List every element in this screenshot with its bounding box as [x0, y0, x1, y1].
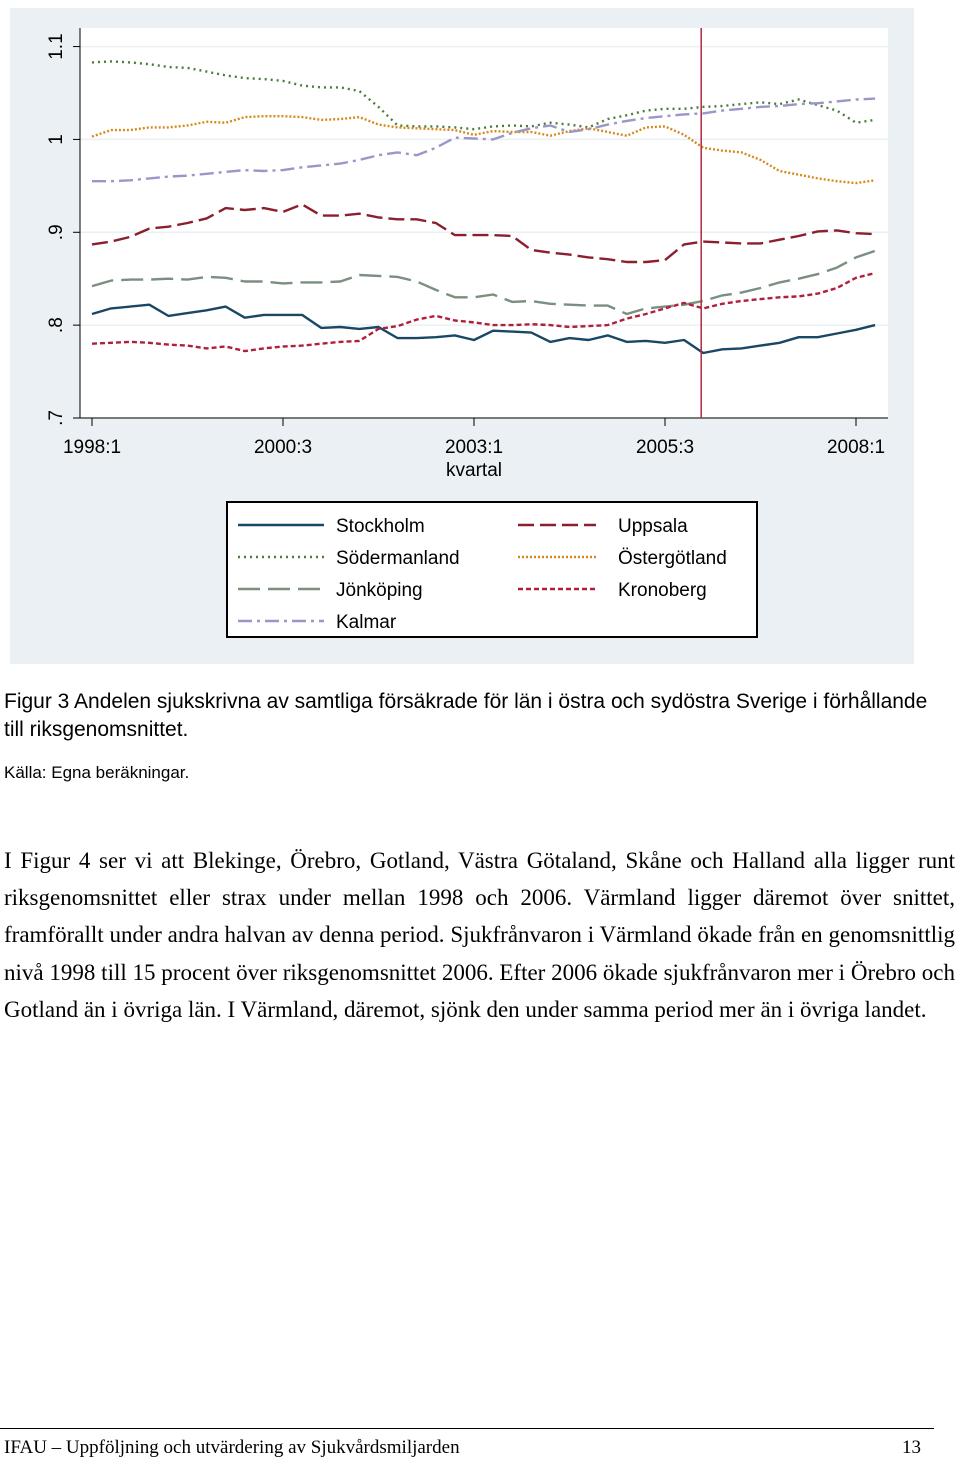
x-tick-label: 2003:1: [444, 437, 504, 458]
footer-title: IFAU – Uppföljning och utvärdering av Sjukvårdsmiljarden: [4, 1437, 460, 1458]
y-tick-label: .7: [46, 410, 67, 426]
y-tick-label: 1: [46, 134, 67, 145]
legend-label: Kronoberg: [618, 580, 707, 601]
y-tick-label: .9: [46, 224, 67, 241]
page-number: 13: [902, 1437, 921, 1458]
y-tick-label: 1.1: [46, 33, 67, 60]
figure-source: Källa: Egna beräkningar.: [4, 763, 190, 782]
figure-panel: [10, 8, 914, 664]
y-tick-label: .8: [46, 317, 67, 334]
body-paragraph: I Figur 4 ser vi att Blekinge, Örebro, Gotland, Västra Götaland, Skåne och Halland alla ligger runt riksgenomsnittet eller strax under mellan 1998 och 2006. Värmland ligger däremot över snittet, framförallt under andra halvan av denna period. Sjukfrånvaron i Värmland ökade från en genomsnittlig nivå 1998 till 15 procent över riksgenomsnittet 2006. Efter 2006 ökade sjukfrånvaron mer i Örebro och Gotland än i övriga län. I Värmland, däremot, sjönk den under samma period mer än i övriga landet.: [4, 848, 955, 1022]
x-axis-title: kvartal: [446, 460, 502, 481]
legend-entries: [228, 503, 756, 636]
footer-rule: [0, 1428, 934, 1429]
figure-caption: Figur 3 Andelen sjukskrivna av samtliga försäkrade för län i östra och sydöstra Sverige i förhållande till riksgenomsnittet.: [4, 690, 928, 741]
x-tick-label: 2008:1: [826, 437, 886, 458]
legend-label: Kalmar: [336, 612, 397, 633]
x-tick-label: 1998:1: [62, 437, 122, 458]
legend-label: Södermanland: [336, 548, 460, 569]
legend-label: Östergötland: [618, 548, 727, 569]
legend-label: Stockholm: [336, 516, 425, 537]
x-tick-label: 2000:3: [253, 437, 313, 458]
legend-label: Jönköping: [336, 580, 423, 601]
legend-label: Uppsala: [618, 516, 688, 537]
chart-legend: [226, 501, 758, 638]
plot-area: [80, 28, 888, 418]
x-tick-label: 2005:3: [635, 437, 695, 458]
